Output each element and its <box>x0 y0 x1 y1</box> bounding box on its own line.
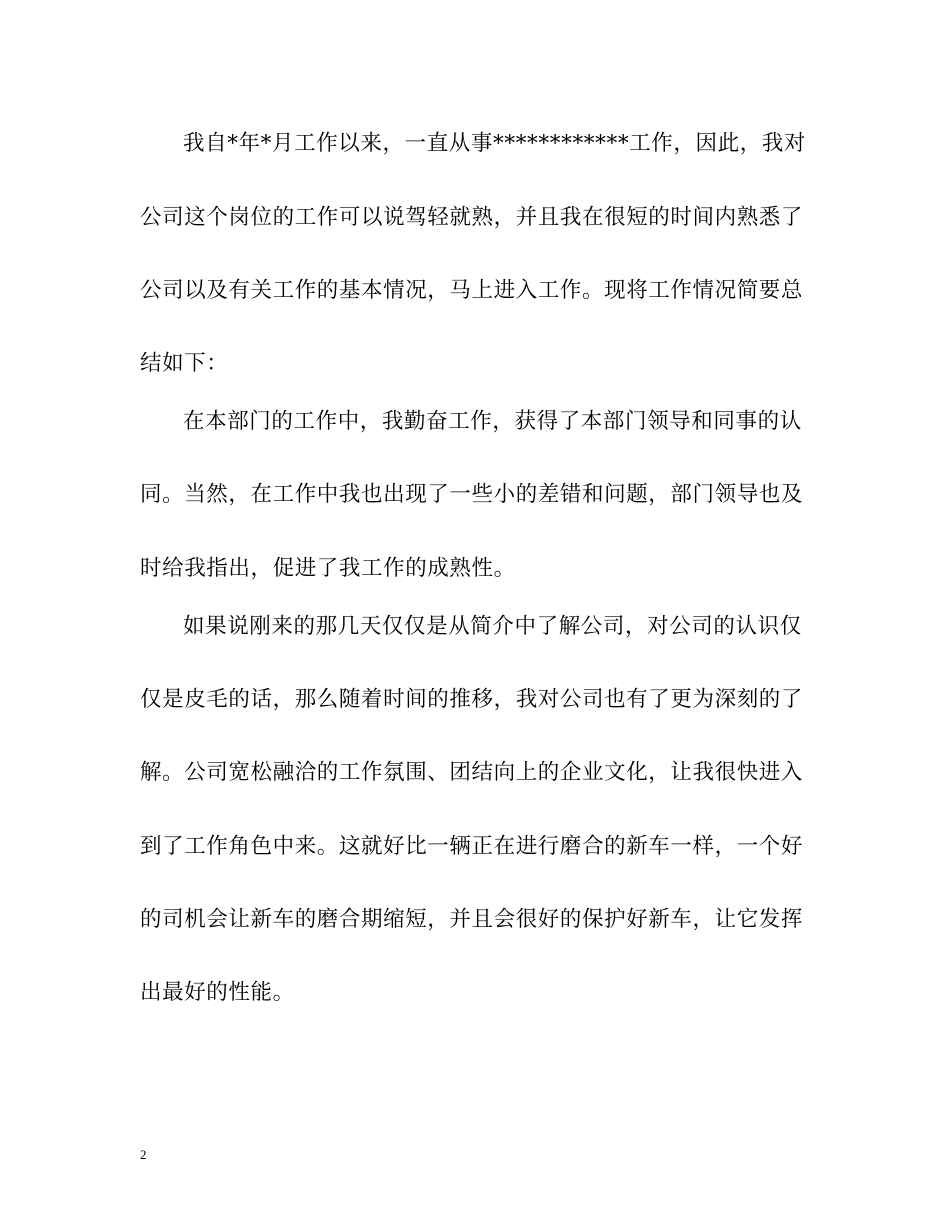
text-line: 公司以及有关工作的基本情况，马上进入工作。现将工作情况简要总 <box>140 278 804 303</box>
text-line: 公司这个岗位的工作可以说驾轻就熟，并且我在很短的时间内熟悉了 <box>140 205 804 230</box>
text-line: 的司机会让新车的磨合期缩短，并且会很好的保护好新车，让它发挥 <box>140 907 804 932</box>
text-line: 解。公司宽松融洽的工作氛围、团结向上的企业文化，让我很快进入 <box>140 760 804 785</box>
text-line: 出最好的性能。 <box>140 980 295 1005</box>
text-line: 到了工作角色中来。这就好比一辆正在进行磨合的新车一样，一个好 <box>140 834 804 859</box>
text-line: 我自*年*月工作以来，一直从事************工作，因此，我对 <box>183 131 807 156</box>
text-line: 仅是皮毛的话，那么随着时间的推移，我对公司也有了更为深刻的了 <box>140 687 804 712</box>
page-number: 2 <box>140 1147 147 1162</box>
text-line: 同。当然，在工作中我也出现了一些小的差错和问题，部门领导也及 <box>140 482 804 507</box>
text-line: 如果说刚来的那几天仅仅是从简介中了解公司，对公司的认识仅 <box>183 614 802 639</box>
text-line: 时给我指出，促进了我工作的成熟性。 <box>140 556 516 581</box>
text-line: 结如下： <box>140 351 229 376</box>
text-line: 在本部门的工作中，我勤奋工作，获得了本部门领导和同事的认 <box>183 409 802 434</box>
